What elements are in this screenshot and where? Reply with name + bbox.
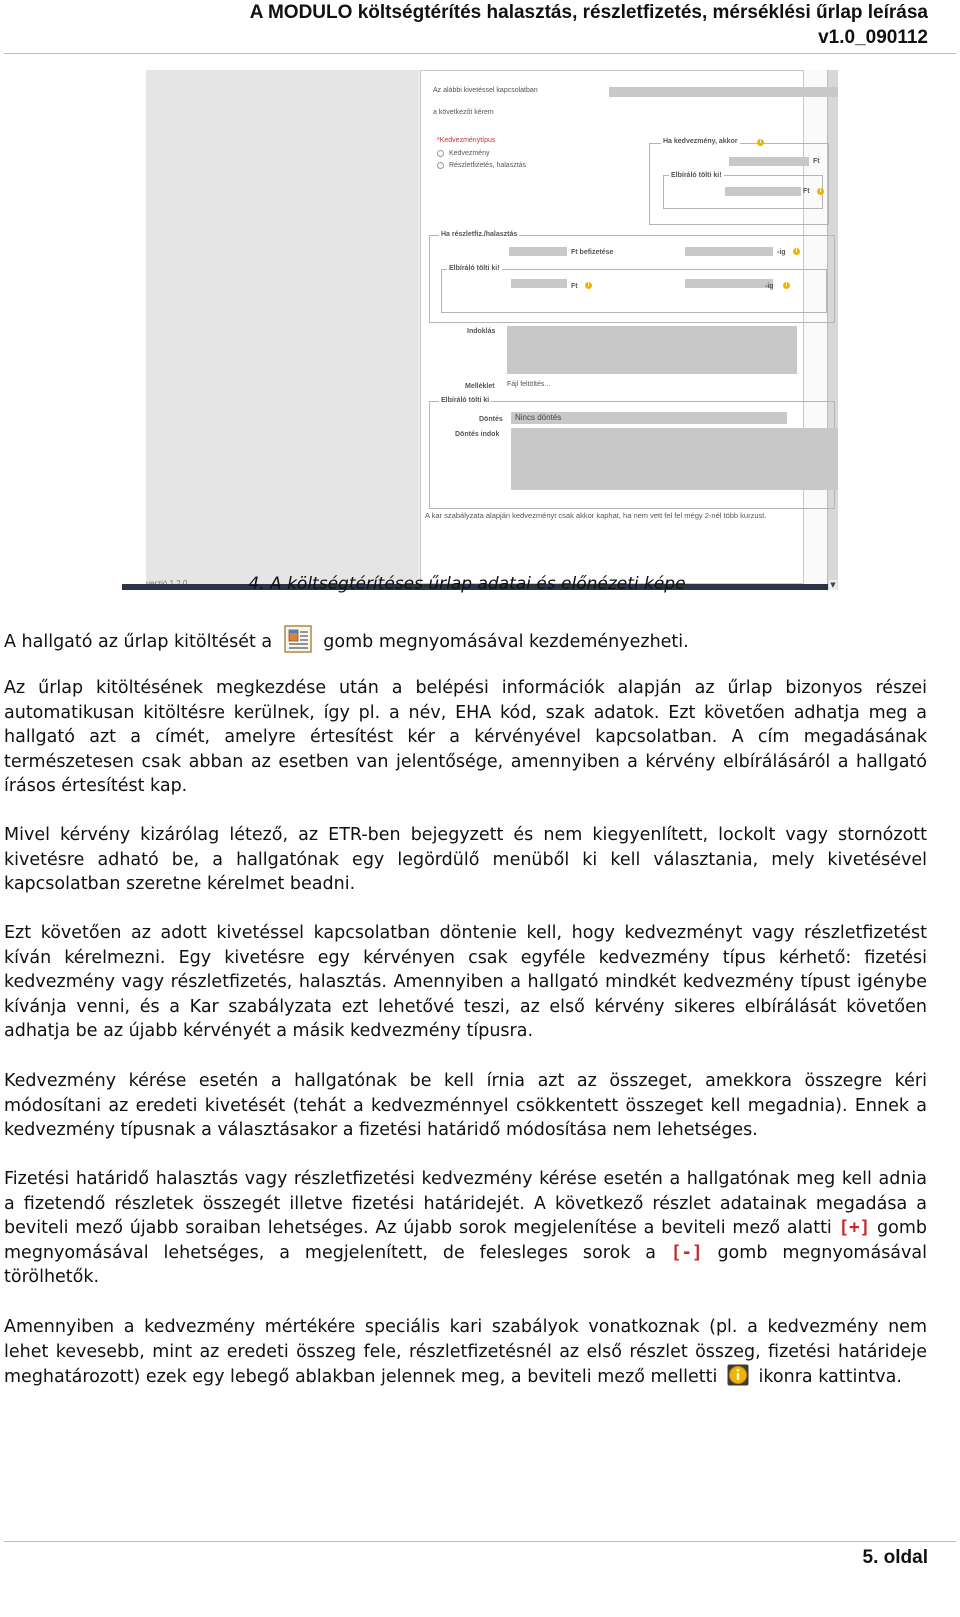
header-divider (4, 53, 956, 54)
info-icon: i (757, 139, 764, 146)
info-icon[interactable] (727, 1364, 749, 1386)
screenshot-nav-pane (146, 70, 418, 590)
elbiralo-reszlet-field (511, 279, 567, 288)
radio-reszletfizetes-label: Részletfizetés, halasztás (449, 162, 527, 169)
indoklas-textarea (507, 326, 797, 374)
document-version: v1.0_090112 (818, 27, 928, 48)
screenshot-left-pane (122, 70, 146, 590)
ig-label: -ig (777, 249, 786, 256)
p7-text-a: Amennyiben a kedvezmény mértékére speciális kari szabályok vonatkoznak (pl. a kedvezmény nem lehet kevesebb, mint az eredeti összeg fele, részletfizetésnél az első részlet összeg, fizetési határideje meghatározott) ezek egy lebegő ablakban jelennek meg, a beviteli mező melletti (4, 1317, 927, 1388)
info-icon: i (817, 188, 824, 195)
paragraph-6 (4, 1167, 927, 1290)
ft-befizetese-label: Ft befizetése (571, 249, 614, 256)
kedvezmeny-amount-field (729, 157, 809, 166)
paragraph-4: Ezt követően az adott kivetéssel kapcsolatban döntenie kell, hogy kedvezményt vagy részletfizetést kíván kérelmezni. Egy kivetésre egy kérvényen csak egyféle kedvezmény típus kérhető: fizetési kedvezmény vagy részletfizetés, halasztás. Amennyiben a hallgató mindkét kedvezmény típust igénybe kívánja venni, és a Kar szabályzata ezt lehetővé teszi, az első kérvény sikeres elbírálását követően adhatja be az újabb kérvényét a másik kedvezmény típusra. (4, 923, 927, 1042)
ft-label-3: Ft (571, 283, 578, 290)
info-icon: i (783, 282, 790, 289)
scroll-down-icon: ▼ (830, 581, 836, 589)
add-row-button-ref: [+] (838, 1218, 871, 1239)
form-line1: Az alábbi kivetéssel kapcsolatban (433, 87, 538, 94)
radio-kedvezmeny-label: Kedvezmény (449, 150, 490, 157)
form-button-icon[interactable] (284, 625, 312, 653)
elbiralo-amount-field (725, 187, 801, 196)
p7-text-b: ikonra kattintva. (758, 1367, 902, 1388)
figure-caption: 4. A költségtérítéses űrlap adatai és előnézeti képe (248, 574, 686, 594)
paragraph-2: Az űrlap kitöltésének megkezdése után a belépési információk alapján az űrlap bizonyos részei automatikusan kitöltésre kerülnek, így pl. a név, EHA kód, szak adatok. Ezt követően adhatja meg a hallgató azt a címét, amelyre értesítést kér a kérvényével kapcsolatban. A cím megadásának természetesen csak abban az esetben van jelentősége, amennyiben a kérvény elbírálásáról a hallgató írásos értesítést kap. (4, 678, 927, 797)
form-footer-note: A kar szabályzata alapján kedvezményt csak akkor kaphat, ha nem vett fel fel mégy 2-nél több kurzust. (425, 511, 767, 520)
p6-text-a: Fizetési határidő halasztás vagy részletfizetési kedvezmény kérése esetén a hallgatónak meg kell adnia a fizetendő részletek összegét illetve fizetési határidejét. A következő részlet adatainak megadása a beviteli mező újabb soraiban lehetséges. Az újabb sorok megjelenítése a beviteli mező alatti (4, 1169, 927, 1239)
p1-text-before: A hallgató az űrlap kitöltését a (4, 632, 273, 652)
melleklet-label: Melléklet (465, 383, 495, 390)
paragraph-5: Kedvezmény kérése esetén a hallgatónak be kell írnia azt az összeget, amekkora összegre kéri módosítani az eredeti kivetését (tehát a kedvezménnyel csökkentett összeget kell megadnia). Ennek a kedvezmény típusnak a választásakor a fizetési határidő módosítása nem lehetséges. (4, 1071, 927, 1141)
paragraph-3: Mivel kérvény kizárólag létező, az ETR-ben bejegyzett és nem kiegyenlített, lockolt vagy stornózott kivetésre adható be, a hallgatónak egy legördülő menüből ki kell választania, mely kivetésével kapcsolatban szeretne kérelmet beadni. (4, 825, 927, 895)
remove-row-button-ref: [-] (670, 1242, 703, 1263)
p1-text-after: gomb megnyomásával kezdeményezheti. (323, 632, 689, 652)
reszlet-date-field (685, 247, 773, 256)
form-screenshot (122, 70, 838, 590)
footer-divider (4, 1541, 956, 1542)
ft-label: Ft (813, 158, 820, 165)
reszlet-amount-field (509, 247, 567, 256)
info-icon: i (585, 282, 592, 289)
paragraph-1 (4, 625, 927, 655)
page-number: 5. oldal (862, 1547, 928, 1568)
form-preview (420, 70, 822, 584)
elbiralo-fieldset-2 (441, 269, 827, 313)
p6-text-c: gomb megnyomásával törölhetők. (4, 1242, 927, 1288)
dontes-indok-label: Döntés indok (455, 431, 500, 438)
dontes-indok-textarea (511, 428, 838, 490)
dontes-select: Nincs döntés (511, 412, 787, 424)
elbiralo-legend-3: Elbíráló tölti ki (441, 397, 490, 404)
elbiralo-legend-2: Elbíráló tölti ki! (449, 265, 500, 272)
info-icon: i (793, 248, 800, 255)
elbiralo-legend-1: Elbíráló tölti ki! (671, 172, 722, 179)
elbiralo-date-field (685, 279, 773, 288)
kivetes-select-placeholder (609, 87, 838, 97)
form-line2: a következőt kérem (433, 109, 494, 116)
ig-label-2: -ig (765, 283, 774, 290)
dontes-label: Döntés (479, 416, 503, 423)
indoklas-label: Indoklás (467, 328, 496, 335)
page-header (250, 0, 928, 50)
document-title: A MODULO költségtérítés halasztás, részletfizetés, mérséklési űrlap leírása (249, 2, 928, 23)
p6-text-b: gomb megnyomásával lehetséges, a megjelenített, de felesleges sorok a (4, 1218, 927, 1263)
ft-label-2: Ft (803, 188, 810, 195)
fajl-feltoltes-link: Fájl feltöltés... (507, 381, 551, 388)
radio-kedvezmeny (437, 150, 444, 157)
radio-reszletfizetes (437, 162, 444, 169)
reszletfiz-legend: Ha részletfiz./halasztás (441, 231, 518, 238)
type-label: *Kedvezménytípus (437, 137, 496, 144)
kedvezmeny-legend: Ha kedvezmény, akkor (663, 138, 738, 145)
paragraph-7 (4, 1315, 927, 1390)
